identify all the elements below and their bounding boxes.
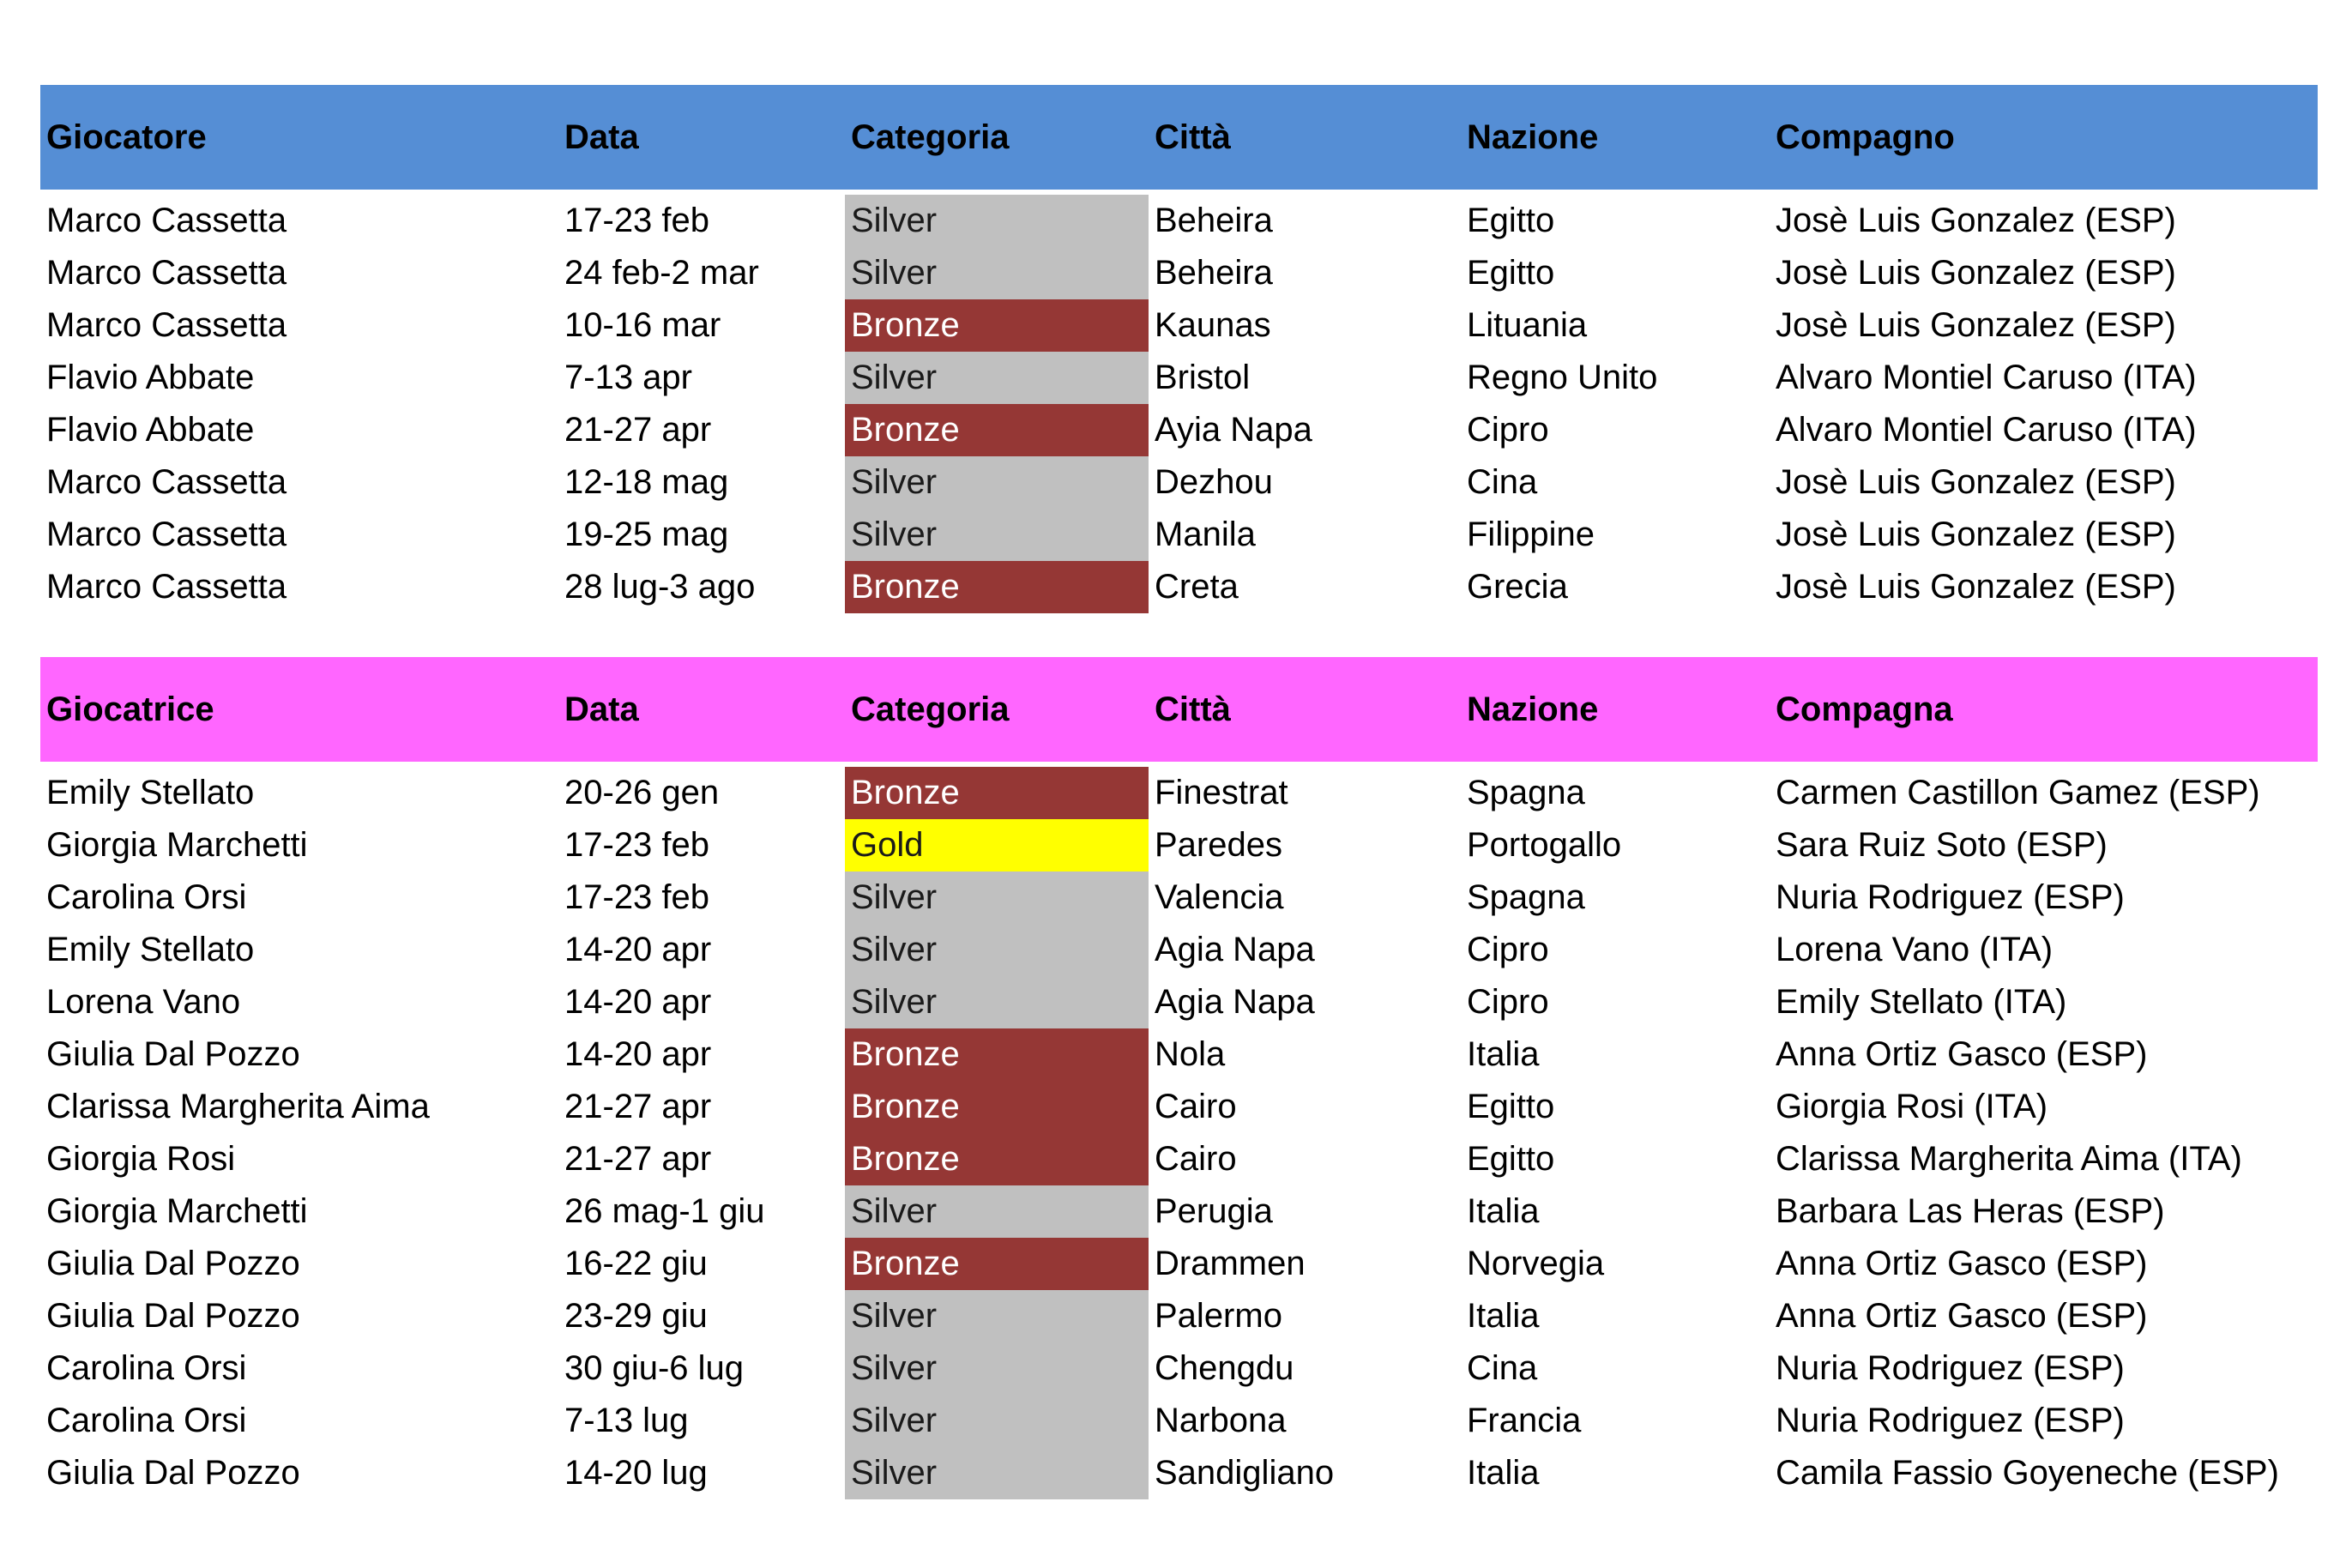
category-cell: Gold	[845, 819, 1149, 871]
category-cell: Bronze	[845, 1133, 1149, 1185]
city-cell: Sandigliano	[1155, 1454, 1335, 1492]
city-cell: Creta	[1155, 568, 1239, 606]
country-cell: Italia	[1467, 1454, 1540, 1492]
date-cell: 16-22 giu	[564, 1245, 708, 1282]
date-cell: 24 feb-2 mar	[564, 254, 759, 292]
player-cell: Giulia Dal Pozzo	[46, 1297, 300, 1335]
partner-cell: Anna Ortiz Gasco (ESP)	[1776, 1297, 2148, 1335]
player-cell: Giorgia Marchetti	[46, 1192, 308, 1230]
partner-cell: Camila Fassio Goyeneche (ESP)	[1776, 1454, 2279, 1492]
player-cell: Clarissa Margherita Aima	[46, 1088, 430, 1125]
partner-cell: Sara Ruiz Soto (ESP)	[1776, 826, 2108, 864]
player-cell: Flavio Abbate	[46, 359, 255, 396]
country-cell: Portogallo	[1467, 826, 1622, 864]
date-cell: 21-27 apr	[564, 1088, 712, 1125]
country-cell: Regno Unito	[1467, 359, 1658, 396]
header-city: Città	[1155, 690, 1231, 728]
player-cell: Giorgia Rosi	[46, 1140, 236, 1178]
player-cell: Marco Cassetta	[46, 568, 287, 606]
partner-cell: Josè Luis Gonzalez (ESP)	[1776, 254, 2176, 292]
partner-cell: Alvaro Montiel Caruso (ITA)	[1776, 359, 2197, 396]
date-cell: 14-20 apr	[564, 931, 712, 968]
city-cell: Perugia	[1155, 1192, 1273, 1230]
table-row	[40, 456, 2318, 509]
table-row	[40, 976, 2318, 1028]
date-cell: 21-27 apr	[564, 411, 712, 449]
player-cell: Flavio Abbate	[46, 411, 255, 449]
category-cell: Bronze	[845, 1028, 1149, 1081]
date-cell: 19-25 mag	[564, 516, 729, 553]
header-category: Categoria	[851, 118, 1010, 156]
table-row	[40, 1447, 2318, 1499]
partner-cell: Emily Stellato (ITA)	[1776, 983, 2067, 1021]
category-cell: Bronze	[845, 299, 1149, 352]
header-country: Nazione	[1467, 118, 1599, 156]
header-country: Nazione	[1467, 690, 1599, 728]
category-cell: Silver	[845, 1185, 1149, 1238]
table-row	[40, 1185, 2318, 1238]
category-cell: Silver	[845, 352, 1149, 404]
city-cell: Agia Napa	[1155, 983, 1315, 1021]
date-cell: 7-13 apr	[564, 359, 692, 396]
partner-cell: Alvaro Montiel Caruso (ITA)	[1776, 411, 2197, 449]
country-cell: Cina	[1467, 1349, 1538, 1387]
date-cell: 14-20 lug	[564, 1454, 708, 1492]
date-cell: 17-23 feb	[564, 826, 710, 864]
table-row	[40, 1290, 2318, 1342]
city-cell: Chengdu	[1155, 1349, 1294, 1387]
category-cell: Silver	[845, 1447, 1149, 1499]
table-row	[40, 1342, 2318, 1395]
date-cell: 12-18 mag	[564, 463, 729, 501]
category-cell: Bronze	[845, 404, 1149, 456]
women-tournament-table	[40, 657, 2318, 1499]
city-cell: Nola	[1155, 1035, 1226, 1073]
table-row	[40, 871, 2318, 924]
category-cell: Bronze	[845, 1238, 1149, 1290]
category-cell: Silver	[845, 195, 1149, 247]
city-cell: Bristol	[1155, 359, 1251, 396]
player-cell: Giulia Dal Pozzo	[46, 1454, 300, 1492]
partner-cell: Nuria Rodriguez (ESP)	[1776, 1402, 2125, 1439]
date-cell: 20-26 gen	[564, 774, 720, 811]
date-cell: 23-29 giu	[564, 1297, 708, 1335]
date-cell: 7-13 lug	[564, 1402, 689, 1439]
country-cell: Italia	[1467, 1192, 1540, 1230]
city-cell: Cairo	[1155, 1140, 1237, 1178]
country-cell: Spagna	[1467, 878, 1585, 916]
table-row	[40, 404, 2318, 456]
partner-cell: Anna Ortiz Gasco (ESP)	[1776, 1245, 2148, 1282]
country-cell: Grecia	[1467, 568, 1568, 606]
date-cell: 28 lug-3 ago	[564, 568, 756, 606]
header-date: Data	[564, 118, 639, 156]
partner-cell: Anna Ortiz Gasco (ESP)	[1776, 1035, 2148, 1073]
country-cell: Cipro	[1467, 411, 1549, 449]
player-cell: Emily Stellato	[46, 774, 255, 811]
country-cell: Lituania	[1467, 306, 1588, 344]
table-row	[40, 299, 2318, 352]
category-cell: Silver	[845, 247, 1149, 299]
category-cell: Silver	[845, 1290, 1149, 1342]
date-cell: 17-23 feb	[564, 202, 710, 239]
city-cell: Ayia Napa	[1155, 411, 1312, 449]
category-cell: Silver	[845, 1395, 1149, 1447]
player-cell: Emily Stellato	[46, 931, 255, 968]
city-cell: Dezhou	[1155, 463, 1273, 501]
partner-cell: Barbara Las Heras (ESP)	[1776, 1192, 2165, 1230]
player-cell: Lorena Vano	[46, 983, 241, 1021]
player-cell: Marco Cassetta	[46, 254, 287, 292]
country-cell: Norvegia	[1467, 1245, 1605, 1282]
player-cell: Marco Cassetta	[46, 463, 287, 501]
city-cell: Paredes	[1155, 826, 1282, 864]
country-cell: Francia	[1467, 1402, 1582, 1439]
table-row	[40, 1133, 2318, 1185]
table-row	[40, 352, 2318, 404]
date-cell: 30 giu-6 lug	[564, 1349, 745, 1387]
date-cell: 17-23 feb	[564, 878, 710, 916]
player-cell: Giorgia Marchetti	[46, 826, 308, 864]
header-city: Città	[1155, 118, 1231, 156]
country-cell: Italia	[1467, 1035, 1540, 1073]
table-row	[40, 1081, 2318, 1133]
category-cell: Silver	[845, 976, 1149, 1028]
partner-cell: Josè Luis Gonzalez (ESP)	[1776, 306, 2176, 344]
city-cell: Valencia	[1155, 878, 1284, 916]
player-cell: Carolina Orsi	[46, 878, 247, 916]
date-cell: 14-20 apr	[564, 983, 712, 1021]
city-cell: Beheira	[1155, 202, 1273, 239]
player-cell: Marco Cassetta	[46, 516, 287, 553]
country-cell: Cipro	[1467, 931, 1549, 968]
partner-cell: Lorena Vano (ITA)	[1776, 931, 2053, 968]
category-cell: Silver	[845, 456, 1149, 509]
table-row	[40, 247, 2318, 299]
partner-cell: Josè Luis Gonzalez (ESP)	[1776, 463, 2176, 501]
city-cell: Palermo	[1155, 1297, 1282, 1335]
partner-cell: Giorgia Rosi (ITA)	[1776, 1088, 2048, 1125]
table-row	[40, 561, 2318, 613]
table-row	[40, 924, 2318, 976]
player-cell: Carolina Orsi	[46, 1402, 247, 1439]
partner-cell: Josè Luis Gonzalez (ESP)	[1776, 516, 2176, 553]
partner-cell: Carmen Castillon Gamez (ESP)	[1776, 774, 2260, 811]
partner-cell: Josè Luis Gonzalez (ESP)	[1776, 568, 2176, 606]
partner-cell: Nuria Rodriguez (ESP)	[1776, 1349, 2125, 1387]
country-cell: Spagna	[1467, 774, 1585, 811]
city-cell: Kaunas	[1155, 306, 1271, 344]
men-table-body	[40, 195, 2318, 613]
table-row	[40, 819, 2318, 871]
partner-cell: Nuria Rodriguez (ESP)	[1776, 878, 2125, 916]
date-cell: 10-16 mar	[564, 306, 721, 344]
partner-cell: Josè Luis Gonzalez (ESP)	[1776, 202, 2176, 239]
header-category: Categoria	[851, 690, 1010, 728]
country-cell: Egitto	[1467, 254, 1555, 292]
table-row	[40, 1238, 2318, 1290]
city-cell: Drammen	[1155, 1245, 1306, 1282]
country-cell: Egitto	[1467, 1088, 1555, 1125]
table-row	[40, 1028, 2318, 1081]
country-cell: Cipro	[1467, 983, 1549, 1021]
country-cell: Egitto	[1467, 202, 1555, 239]
city-cell: Manila	[1155, 516, 1256, 553]
category-cell: Bronze	[845, 561, 1149, 613]
partner-cell: Clarissa Margherita Aima (ITA)	[1776, 1140, 2242, 1178]
table-row	[40, 1395, 2318, 1447]
city-cell: Narbona	[1155, 1402, 1287, 1439]
country-cell: Cina	[1467, 463, 1538, 501]
date-cell: 14-20 apr	[564, 1035, 712, 1073]
header-date: Data	[564, 690, 639, 728]
women-table-body	[40, 767, 2318, 1499]
women-header-row	[40, 657, 2318, 762]
header-player: Giocatore	[46, 118, 207, 156]
country-cell: Egitto	[1467, 1140, 1555, 1178]
category-cell: Bronze	[845, 1081, 1149, 1133]
city-cell: Agia Napa	[1155, 931, 1315, 968]
city-cell: Beheira	[1155, 254, 1273, 292]
men-tournament-table	[40, 85, 2318, 613]
player-cell: Marco Cassetta	[46, 306, 287, 344]
category-cell: Silver	[845, 509, 1149, 561]
category-cell: Silver	[845, 924, 1149, 976]
city-cell: Finestrat	[1155, 774, 1288, 811]
player-cell: Marco Cassetta	[46, 202, 287, 239]
men-header-row	[40, 85, 2318, 190]
header-player: Giocatrice	[46, 690, 214, 728]
table-row	[40, 767, 2318, 819]
table-row	[40, 195, 2318, 247]
header-partner: Compagno	[1776, 118, 1955, 156]
category-cell: Bronze	[845, 767, 1149, 819]
player-cell: Carolina Orsi	[46, 1349, 247, 1387]
player-cell: Giulia Dal Pozzo	[46, 1035, 300, 1073]
category-cell: Silver	[845, 1342, 1149, 1395]
country-cell: Italia	[1467, 1297, 1540, 1335]
city-cell: Cairo	[1155, 1088, 1237, 1125]
date-cell: 26 mag-1 giu	[564, 1192, 765, 1230]
player-cell: Giulia Dal Pozzo	[46, 1245, 300, 1282]
table-row	[40, 509, 2318, 561]
date-cell: 21-27 apr	[564, 1140, 712, 1178]
category-cell: Silver	[845, 871, 1149, 924]
header-partner: Compagna	[1776, 690, 1953, 728]
country-cell: Filippine	[1467, 516, 1595, 553]
